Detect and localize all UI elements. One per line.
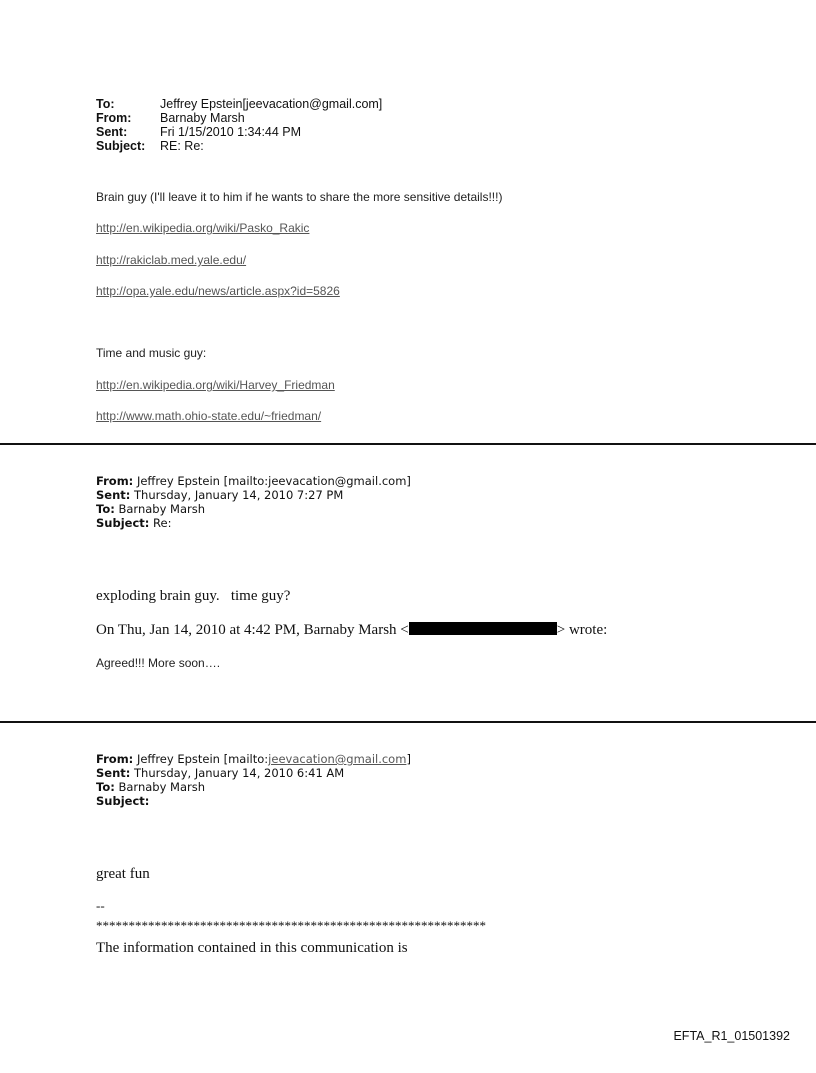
link-pasko-rakic[interactable]: http://en.wikipedia.org/wiki/Pasko_Rakic [96,221,310,235]
divider-2 [0,721,816,723]
email1-sent-line: Sent: Fri 1/15/2010 1:34:44 PM [96,125,302,139]
email2-to-line: To: Barnaby Marsh [96,502,206,516]
email2-quoted-text: Agreed!!! More soon…. [96,656,221,670]
email2-subject: Re: [153,516,172,530]
email2-from: Jeffrey Epstein [mailto:jeevacation@gmail.com] [136,474,411,488]
email2-sent-line: Sent: Thursday, January 14, 2010 7:27 PM [96,488,344,502]
signature-stars: ************************************************************ [96,918,486,933]
email1-subject-line: Subject: RE: Re: [96,139,204,153]
link-opa-yale[interactable]: http://opa.yale.edu/news/article.aspx?id=5826 [96,284,340,298]
email1-from: Barnaby Marsh [160,111,245,125]
email1-sent: Fri 1/15/2010 1:34:44 PM [160,125,302,139]
email3-header [96,752,411,808]
email1-to: Jeffrey Epstein[jeevacation@gmail.com] [160,97,383,111]
email3-body: great fun [96,866,150,882]
link-math-ohio-state[interactable]: http://www.math.ohio-state.edu/~friedman/ [96,409,322,423]
email2-subject-line: Subject: Re: [96,516,172,530]
email2-to: Barnaby Marsh [118,502,206,516]
email2-header [96,474,411,530]
link-harvey-friedman[interactable]: http://en.wikipedia.org/wiki/Harvey_Friedman [96,378,335,392]
email2-body: exploding brain guy. time guy? [96,588,291,604]
email3-sent-line: Sent: Thursday, January 14, 2010 6:41 AM [96,766,345,780]
email1-body2: Time and music guy: [96,346,207,360]
email2-from-line: From: Jeffrey Epstein [mailto:jeevacation@gmail.com] [96,474,411,488]
email3-to-line: To: Barnaby Marsh [96,780,206,794]
email1-subject: RE: Re: [160,139,204,153]
email1-to-line: To: Jeffrey Epstein[jeevacation@gmail.com] [96,97,383,111]
email3-sent: Thursday, January 14, 2010 6:41 AM [134,766,345,780]
document-id: EFTA_R1_01501392 [673,1029,790,1043]
email2-quote-line: On Thu, Jan 14, 2010 at 4:42 PM, Barnaby Marsh < > wrote: [96,622,608,638]
signature-dashes: -- [96,898,105,913]
email1-header [96,97,382,153]
email1-body1: Brain guy (I'll leave it to him if he wants to share the more sensitive details!!!) [96,190,503,204]
email3-from-link[interactable]: jeevacation@gmail.com [268,752,407,766]
link-rakiclab[interactable]: http://rakiclab.med.yale.edu/ [96,253,247,267]
email1-from-line: From: Barnaby Marsh [96,111,245,125]
email3-to: Barnaby Marsh [118,780,206,794]
email2-sent: Thursday, January 14, 2010 7:27 PM [134,488,344,502]
email3-from-line: From: Jeffrey Epstein [mailto:jeevacation@gmail.com] [96,752,411,766]
divider-1 [0,443,816,445]
email3-subject-line: Subject: [96,794,150,808]
disclaimer-text: The information contained in this communication is [96,940,408,956]
redaction-block [409,622,557,635]
